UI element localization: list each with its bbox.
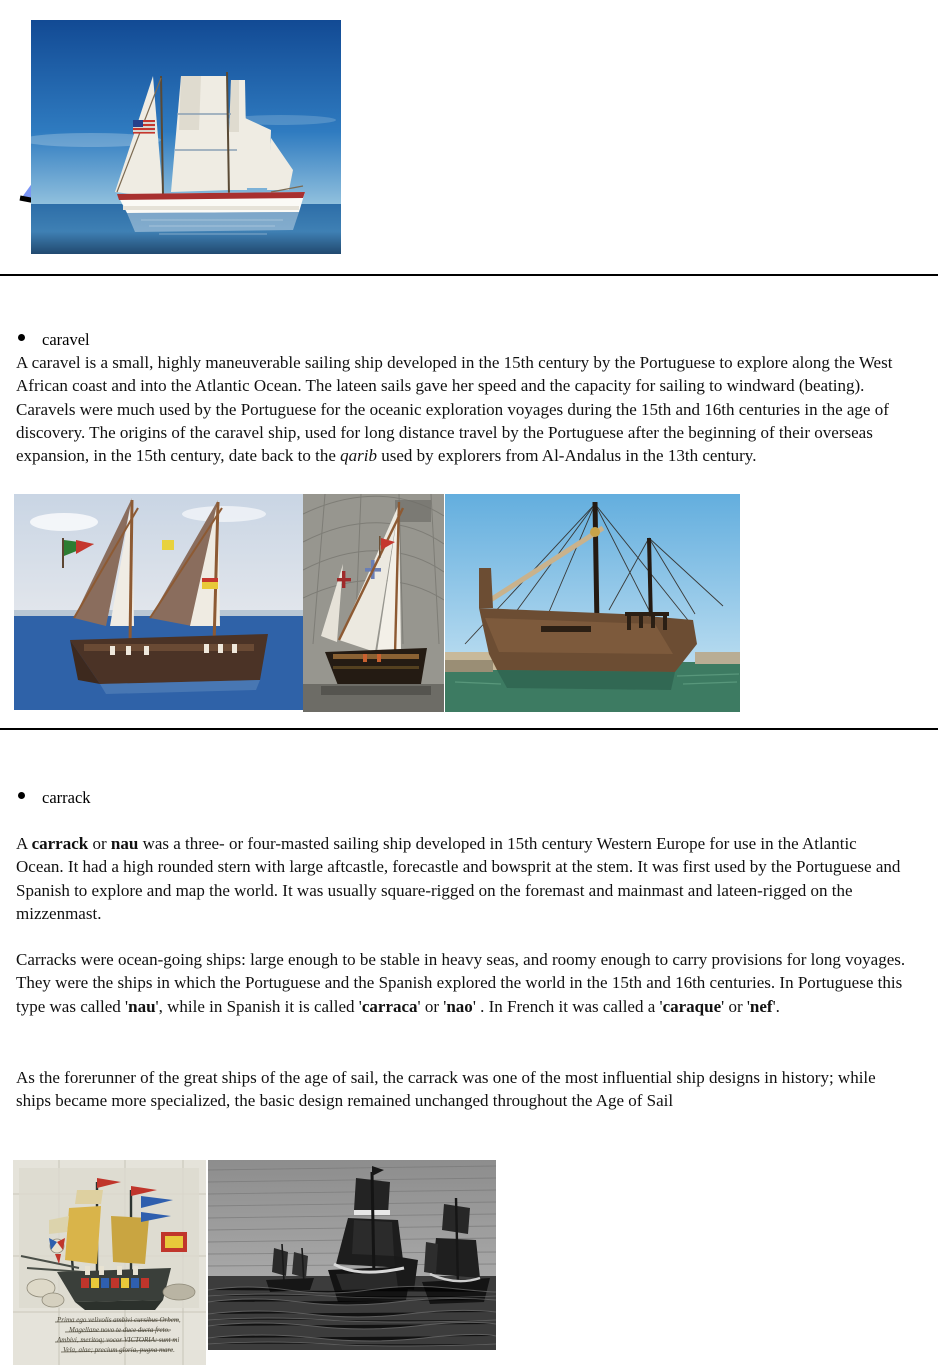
engraving-caption-line-2: Magellane novo te duce ducta freto. — [69, 1326, 170, 1334]
victoria-carrack-engraving — [13, 1160, 206, 1365]
paragraph-caravel-description: A caravel is a small, highly maneuverable sailing ship developed in the 15th century by the Portuguese to explore along the West African coast and into the Atlantic Ocean. The lateen sails gave her speed and the capacity for sailing to windward (beating). Caravels were much used by the Portuguese for the oceanic exploration voyages during the 15th and 16th centuries in the age of discovery. The origins of the caravel ship, used for long distance travel by the Portuguese after the beginning of their overseas expansion, in the 15th century, date back to the qarib used by explorers from Al-Andalus in the 13th century. — [16, 353, 893, 466]
paragraph-carrack-description-1: A carrack or nau was a three- or four-masted sailing ship developed in 15th century Western Europe for use in the Atlantic Ocean. It had a high rounded stern with large aftcastle, forecastle and bowsprit at the stem. It was first used by the Portuguese and Spanish to explore and map the world. It was usually square-rigged on the foremast and mainmast and lateen-rigged on the mizzenmast. — [16, 834, 901, 923]
paragraph-carrack-description-2: Carracks were ocean-going ships: large enough to be stable in heavy seas, and roomy enough to carry provisions for long voyages. They were the ships in which the Portuguese and the Spanish explored the world in the 15th and 16th centuries. In Portuguese this type was called 'nau', while in Spanish it is called 'carraca' or 'nao' . In French it was called a 'caraque' or 'nef'. — [16, 950, 906, 1016]
caravel-museum-model-svg — [303, 494, 444, 712]
bullet-item-carrack — [18, 787, 91, 809]
divider-above-caravel — [0, 274, 938, 276]
top-figure-row — [14, 20, 341, 254]
bullet-icon — [18, 792, 25, 799]
engraving-caption-line-1: Prima ego velivolis ambivi cursibus Orbem, — [57, 1316, 181, 1324]
bullet-label-carrack: carrack — [42, 788, 91, 807]
tall-ship-photo — [31, 20, 341, 254]
caravel-figure-row — [14, 494, 740, 712]
caravel-replica-moored-photo — [445, 494, 740, 712]
carracks-at-sea-engraving — [208, 1160, 496, 1350]
bullet-item-caravel — [18, 329, 90, 351]
carrack-figure-row — [13, 1160, 496, 1365]
carracks-at-sea-engraving-svg — [208, 1160, 496, 1350]
caravel-replica-sailing-svg — [14, 494, 304, 710]
caravel-museum-model-photo — [303, 494, 444, 712]
caravel-replica-sailing-photo — [14, 494, 304, 710]
bullet-icon — [18, 334, 25, 341]
divider-above-carrack — [0, 728, 938, 730]
tall-ship-photo-svg — [31, 20, 341, 254]
victoria-carrack-engraving-svg — [13, 1160, 206, 1365]
caravel-replica-moored-svg — [445, 494, 740, 712]
engraving-caption-line-3: Ambivi, meritoq; vocor VICTORIA: sunt mi — [57, 1336, 180, 1344]
bullet-label-caravel: caravel — [42, 330, 90, 349]
engraving-caption-line-4: Vela, alae; precium gloria, pugna mare. — [63, 1346, 175, 1354]
paragraph-carrack-description-3: As the forerunner of the great ships of the age of sail, the carrack was one of the most influential ship designs in history; while ships became more specialized, the basic design remained unchanged throughout the Age of Sail — [16, 1068, 876, 1111]
